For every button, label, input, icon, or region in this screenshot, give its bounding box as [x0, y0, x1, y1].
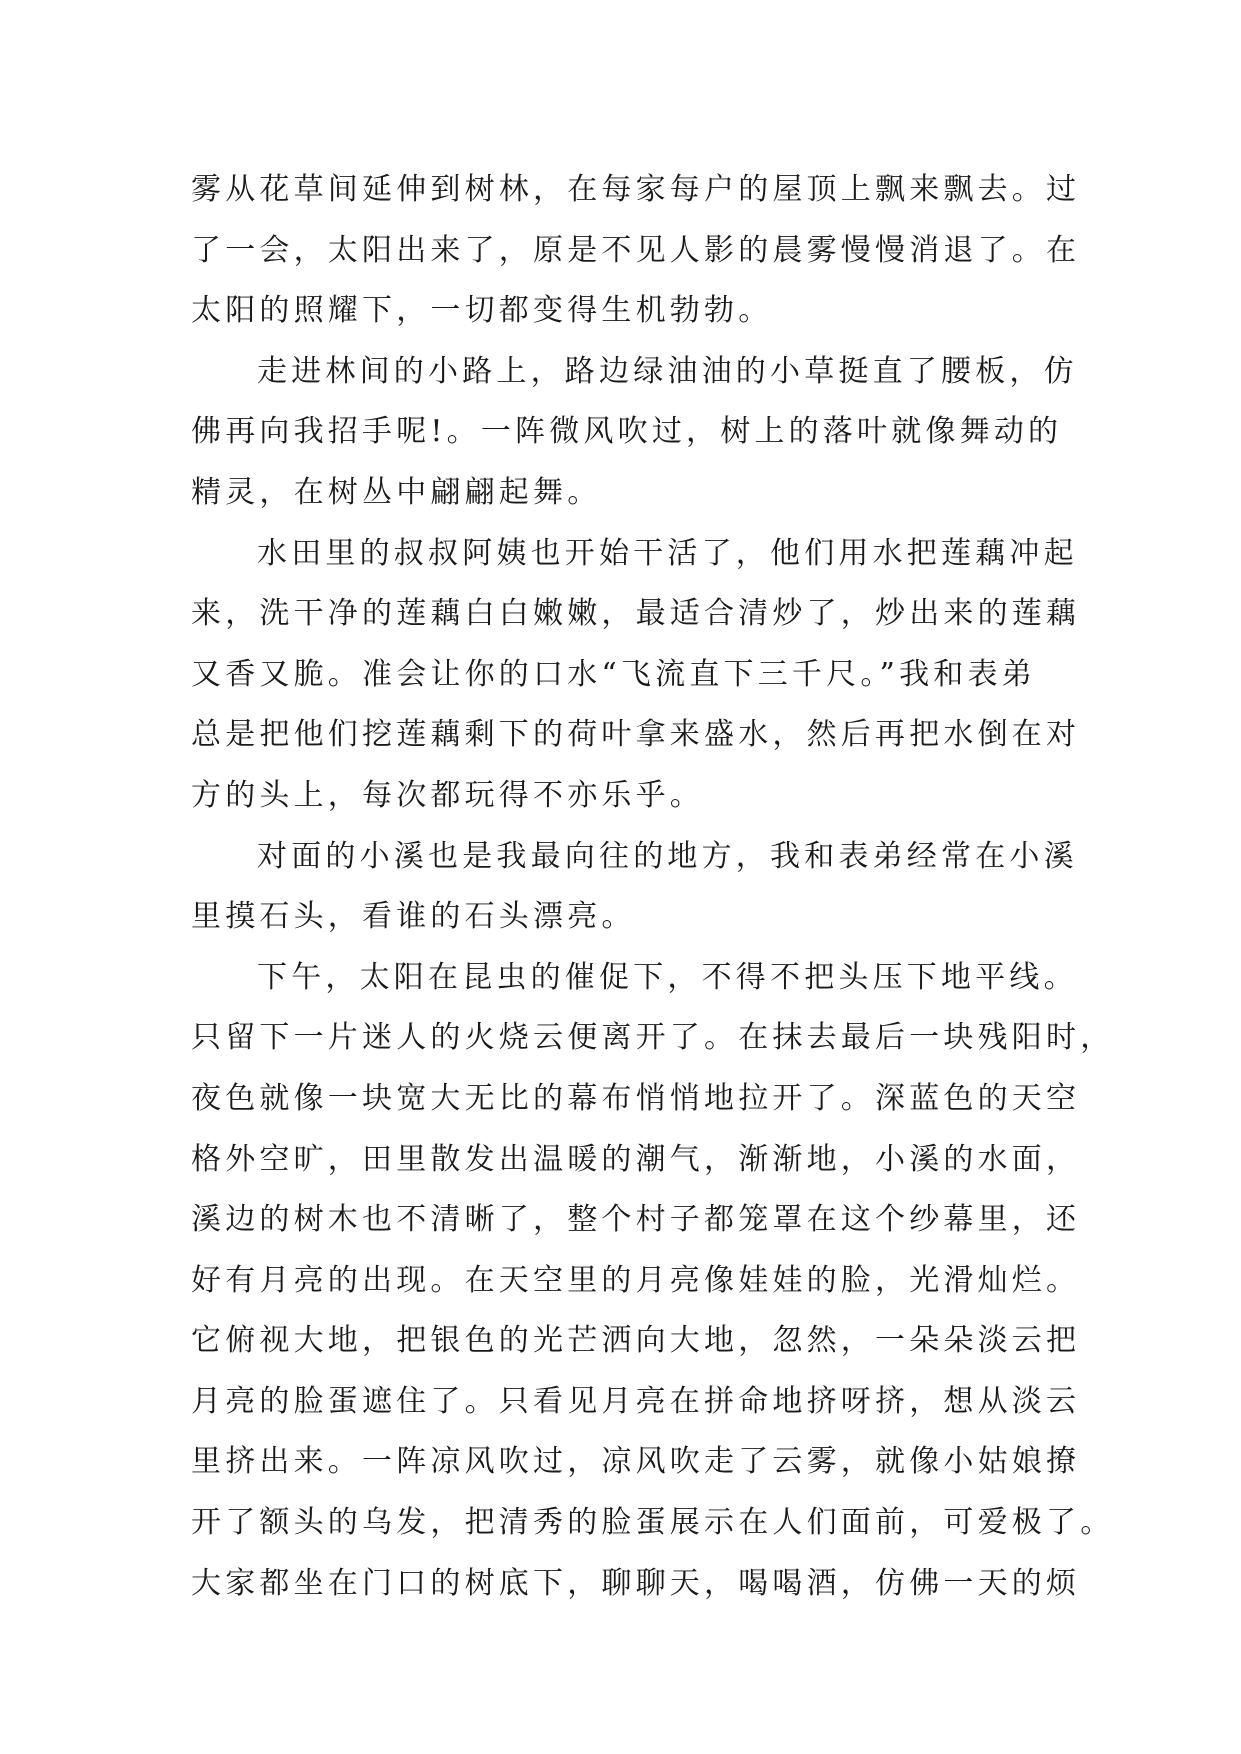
text-line: 精灵，在树丛中翩翩起舞。 [191, 474, 602, 510]
paragraph-first-line: 下午，太阳在昆虫的催促下，不得不把头压下地平线。 [257, 959, 1078, 995]
text-line: 佛再向我招手呢!。一阵微风吹过，树上的落叶就像舞动的 [191, 414, 1063, 450]
text-line: 它俯视大地，把银色的光芒洒向大地，忽然，一朵朵淡云把 [191, 1323, 1081, 1359]
text-line: 总是把他们挖莲藕剩下的荷叶拿来盛水，然后再把水倒在对 [191, 717, 1081, 753]
text-line: 了一会，太阳出来了，原是不见人影的晨雾慢慢消退了。在 [191, 232, 1081, 268]
text-line: 只留下一片迷人的火烧云便离开了。在抹去最后一块残阳时， [191, 1020, 1115, 1056]
text-line: 格外空旷，田里散发出温暖的潮气，渐渐地，小溪的水面， [191, 1141, 1081, 1177]
text-line: 里摸石头，看谁的石头漂亮。 [191, 899, 636, 935]
text-line: 太阳的照耀下，一切都变得生机勃勃。 [191, 293, 773, 329]
text-line: 里挤出来。一阵凉风吹过，凉风吹走了云雾，就像小姑娘撩 [191, 1444, 1081, 1480]
text-line: 方的头上，每次都玩得不亦乐乎。 [191, 777, 704, 813]
paragraph-first-line: 对面的小溪也是我最向往的地方，我和表弟经常在小溪 [257, 838, 1078, 874]
text-line: 来，洗干净的莲藕白白嫩嫩，最适合清炒了，炒出来的莲藕 [191, 596, 1081, 632]
paragraph-first-line: 走进林间的小路上，路边绿油油的小草挺直了腰板，仿 [257, 353, 1078, 389]
text-line: 雾从花草间延伸到树林，在每家每户的屋顶上飘来飘去。过 [191, 172, 1081, 207]
text-line: 溪边的树木也不清晰了，整个村子都笼罩在这个纱幕里，还 [191, 1202, 1081, 1238]
text-line: 夜色就像一块宽大无比的幕布悄悄地拉开了。深蓝色的天空 [191, 1080, 1081, 1116]
text-line: 开了额头的乌发，把清秀的脸蛋展示在人们面前，可爱极了。 [191, 1505, 1115, 1541]
body-text [191, 160, 1115, 1614]
text-line: 大家都坐在门口的树底下，聊聊天，喝喝酒，仿佛一天的烦 [191, 1565, 1081, 1601]
text-line: 月亮的脸蛋遮住了。只看见月亮在拼命地挤呀挤，想从淡云 [191, 1383, 1081, 1419]
text-line: 又香又脆。准会让你的口水“飞流直下三千尺。”我和表弟 [191, 656, 1036, 692]
paragraph-first-line: 水田里的叔叔阿姨也开始干活了，他们用水把莲藕冲起 [257, 535, 1078, 571]
text-line: 好有月亮的出现。在天空里的月亮像娃娃的脸，光滑灿烂。 [191, 1262, 1081, 1298]
